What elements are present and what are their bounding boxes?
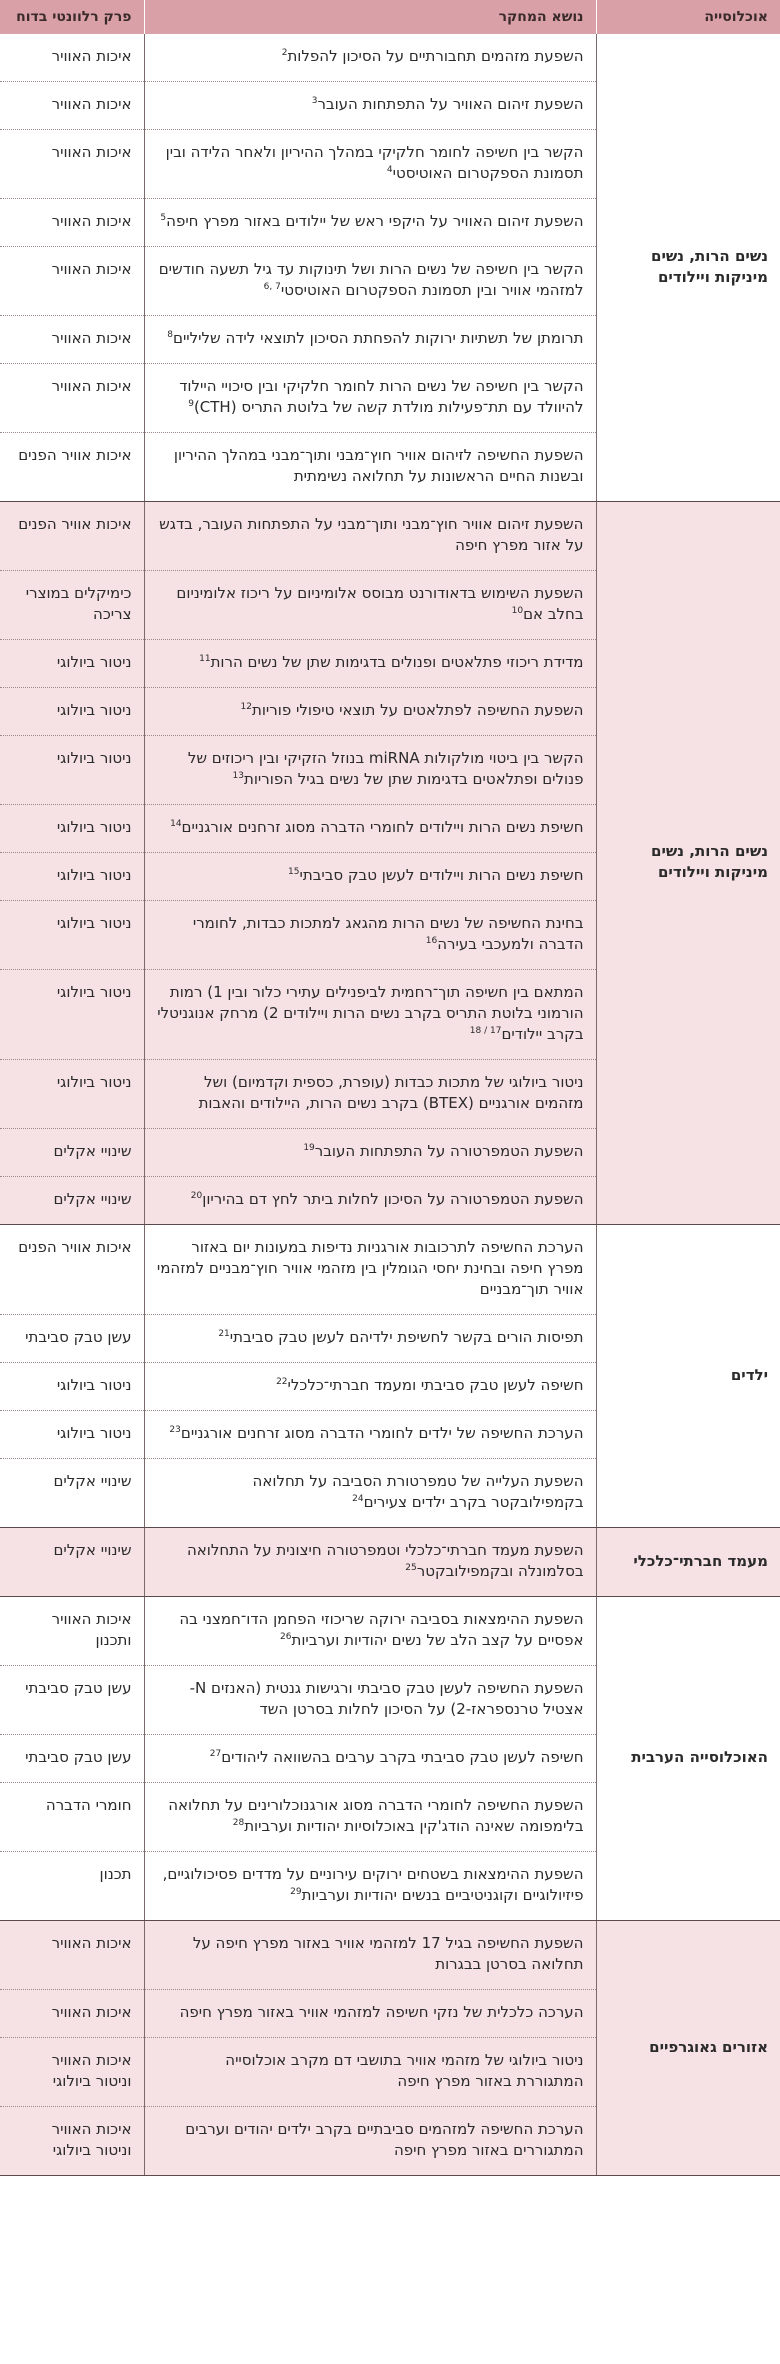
topic-text: השפעת מעמד חברתי־כלכלי וטמפרטורה חיצונית על התחלואה בסלמונלה ובקמפילובקטר xyxy=(186,1541,584,1580)
footnote-ref: 14 xyxy=(170,819,182,829)
topic-text: בחינת החשיפה של נשים הרות מהגאג למתכות כבדות, לחומרי הדברה ולמעכבי בעירה xyxy=(192,914,584,953)
chapter-cell: עשן טבק סביבתי xyxy=(0,1666,144,1735)
footnote-ref: 2 xyxy=(281,48,288,58)
topic-text: חשיפת נשים הרות ויילודים לחומרי הדברה מסוג זרחנים אורגניים xyxy=(181,818,584,836)
population-cell: האוכלוסייה הערבית xyxy=(596,1597,780,1921)
table-row xyxy=(0,1225,780,1315)
topic-text: חשיפה לעשן טבק סביבתי בקרב ערבים בהשוואה ליהודים xyxy=(221,1748,584,1766)
chapter-cell: תכנון xyxy=(0,1852,144,1921)
footnote-ref: 3 xyxy=(311,96,318,106)
population-cell: נשים הרות, נשים מיניקות ויילודים xyxy=(596,502,780,1225)
topic-cell xyxy=(144,199,596,247)
footnote-ref: 24 xyxy=(352,1494,364,1504)
topic-text: השפעת מזהמים תחבורתיים על הסיכון להפלות xyxy=(287,47,584,65)
chapter-cell: ניטור ביולוגי xyxy=(0,970,144,1060)
topic-text: הערכה כלכלית של נזקי חשיפה למזהמי אוויר באזור מפרץ חיפה xyxy=(179,2003,584,2021)
footnote-ref: 17 / 18 xyxy=(469,1026,502,1036)
population-cell: ילדים xyxy=(596,1225,780,1528)
topic-text: השפעת החשיפה לחומרי הדברה מסוג אורגנוכלורינים על תחלואה בלימפומה שאינה הודג'קין באוכלוסיות יהודיות וערביות xyxy=(168,1796,584,1835)
chapter-cell: שינויי אקלים xyxy=(0,1177,144,1225)
topic-text: השפעת החשיפה בגיל 17 למזהמי אוויר באזור מפרץ חיפה על תחלואה בסרטן בבגרות xyxy=(192,1934,584,1973)
topic-cell xyxy=(144,970,596,1060)
topic-text: תפיסות הורים בקשר לחשיפת ילדיהם לעשן טבק סביבתי xyxy=(229,1328,584,1346)
chapter-cell: ניטור ביולוגי xyxy=(0,736,144,805)
topic-text: הקשר בין חשיפה של נשים הרות ושל תינוקות עד גיל תשעה חודשים למזהמי אוויר ובין תסמונת הספקטרום האוטיסטי xyxy=(158,260,584,299)
footnote-ref: 21 xyxy=(218,1329,230,1339)
topic-cell xyxy=(144,1225,596,1315)
chapter-cell: איכות האוויר xyxy=(0,247,144,316)
header-population: אוכלוסייה xyxy=(596,0,780,34)
chapter-cell: איכות האוויר xyxy=(0,1990,144,2038)
chapter-cell: איכות האוויר xyxy=(0,364,144,433)
footnote-ref: 19 xyxy=(303,1143,315,1153)
footnote-ref: 26 xyxy=(280,1632,292,1642)
header-topic: נושא המחקר xyxy=(144,0,596,34)
chapter-cell: איכות האוויר וניטור ביולוגי xyxy=(0,2107,144,2176)
population-group xyxy=(0,1921,780,2176)
topic-cell xyxy=(144,2107,596,2176)
footnote-ref: 7 ,6 xyxy=(263,282,281,292)
topic-cell xyxy=(144,1783,596,1852)
chapter-cell: ניטור ביולוגי xyxy=(0,805,144,853)
footnote-ref: 11 xyxy=(199,654,211,664)
chapter-cell: איכות האוויר וניטור ביולוגי xyxy=(0,2038,144,2107)
topic-text: השפעת החשיפה לעשן טבק סביבתי ורגישות גנטית (האנזים N-אצטיל טרנספראז-2) על הסיכון לחלות בסרטן השד xyxy=(189,1679,584,1718)
topic-cell xyxy=(144,1060,596,1129)
population-group xyxy=(0,34,780,502)
topic-cell xyxy=(144,502,596,571)
topic-text: השפעת החשיפה לזיהום אוויר חוץ־מבני ותוך־מבני במהלך ההיריון ובשנות החיים הראשונות על תחלואה נשימתית xyxy=(173,446,584,485)
header-row xyxy=(0,0,780,34)
population-cell: מעמד חברתי־כלכלי xyxy=(596,1528,780,1597)
chapter-cell: איכות האוויר xyxy=(0,130,144,199)
footnote-ref: 22 xyxy=(276,1377,288,1387)
topic-cell xyxy=(144,364,596,433)
topic-text: ניטור ביולוגי של מזהמי אוויר בתושבי דם מקרב אוכלוסייה המתגוררת באזור מפרץ חיפה xyxy=(225,2051,584,2090)
topic-cell xyxy=(144,1459,596,1528)
topic-text: תרומתן של תשתיות ירוקות להפחתת הסיכון לתוצאי לידה שליליים xyxy=(172,329,584,347)
chapter-cell: שינויי אקלים xyxy=(0,1459,144,1528)
chapter-cell: עשן טבק סביבתי xyxy=(0,1315,144,1363)
chapter-cell: כימיקלים במוצרי צריכה xyxy=(0,571,144,640)
chapter-cell: ניטור ביולוגי xyxy=(0,1411,144,1459)
topic-text: השפעת העלייה של טמפרטורת הסביבה על תחלואה בקמפילובקטר בקרב ילדים צעירים xyxy=(252,1472,584,1511)
topic-cell xyxy=(144,1528,596,1597)
population-group xyxy=(0,1597,780,1921)
topic-text: השפעת ההימצאות בסביבה ירוקה שריכוזי הפחמן הדו־חמצני בה אפסיים על קצב הלב של נשים יהודיות וערביות xyxy=(179,1610,584,1649)
topic-cell xyxy=(144,130,596,199)
footnote-ref: 8 xyxy=(167,330,173,340)
topic-text: הערכת החשיפה למזהמים סביבתיים בקרב ילדים יהודים וערבים המתגוררים באזור מפרץ חיפה xyxy=(185,2120,584,2159)
topic-text: המתאם בין חשיפה תוך־רחמית לביפנילים עתירי כלור ובין 1) רמות הורמוני בלוטת התריס בקרב נשים הרות ויילודים 2) מרחק אנוגניטלי בקרב יילודים xyxy=(157,983,584,1043)
chapter-cell: שינויי אקלים xyxy=(0,1129,144,1177)
topic-cell xyxy=(144,571,596,640)
topic-text: מדידת ריכוזי פתלאטים ופנולים בדגימות שתן של נשים הרות xyxy=(210,653,584,671)
chapter-cell: איכות האוויר xyxy=(0,199,144,247)
topic-cell xyxy=(144,1411,596,1459)
population-cell: אזורים גאוגרפיים xyxy=(596,1921,780,2176)
topic-cell xyxy=(144,1852,596,1921)
topic-text: הקשר בין חשיפה של נשים הרות לחומר חלקיקי ובין סיכויי היילוד להיוולד עם תת־פעילות מולדת קשה של בלוטת התריס (CTH) xyxy=(179,377,584,416)
chapter-cell: איכות אוויר הפנים xyxy=(0,1225,144,1315)
topic-text: השפעת הטמפרטורה על הסיכון לחלות ביתר לחץ דם בהיריון xyxy=(202,1190,584,1208)
topic-cell xyxy=(144,1597,596,1666)
topic-cell xyxy=(144,736,596,805)
footnote-ref: 23 xyxy=(169,1425,181,1435)
chapter-cell: שינויי אקלים xyxy=(0,1528,144,1597)
topic-cell xyxy=(144,640,596,688)
footnote-ref: 9 xyxy=(188,399,194,409)
table-row xyxy=(0,1597,780,1666)
topic-text: הקשר בין ביטוי מולקולות miRNA בנוזל הזקיקי ובין ריכוזים של פנולים ופתלאטים בדגימות שתן של נשים בגיל הפוריות xyxy=(187,749,584,788)
footnote-ref: 25 xyxy=(405,1563,417,1573)
topic-cell xyxy=(144,1666,596,1735)
chapter-cell: ניטור ביולוגי xyxy=(0,853,144,901)
chapter-cell: ניטור ביולוגי xyxy=(0,901,144,970)
chapter-cell: איכות האוויר ותכנון xyxy=(0,1597,144,1666)
chapter-cell: חומרי הדברה xyxy=(0,1783,144,1852)
footnote-ref: 13 xyxy=(232,771,244,781)
topic-cell xyxy=(144,433,596,502)
population-group xyxy=(0,1225,780,1528)
chapter-cell: איכות האוויר xyxy=(0,82,144,130)
topic-cell xyxy=(144,2038,596,2107)
population-cell: נשים הרות, נשים מיניקות ויילודים xyxy=(596,34,780,502)
topic-cell xyxy=(144,688,596,736)
topic-text: השפעת הטמפרטורה על התפתחות העובר xyxy=(314,1142,584,1160)
footnote-ref: 20 xyxy=(190,1191,203,1201)
chapter-cell: ניטור ביולוגי xyxy=(0,1060,144,1129)
topic-text: ניטור ביולוגי של מתכות כבדות (עופרת, כספית וקדמיום) ושל מזהמים אורגניים (BTEX) בקרב נשים הרות, היילודים והאבות xyxy=(198,1073,584,1112)
table-row xyxy=(0,1528,780,1597)
table-row xyxy=(0,34,780,82)
topic-text: הערכת החשיפה לתרכובות אורגניות נדיפות במעונות יום באזור מפרץ חיפה ובחינת יחסי הגומלין בין מזהמי אוויר חוץ־מבניים למזהמי אוויר תוך־מבניים xyxy=(156,1238,584,1298)
chapter-cell: איכות אוויר הפנים xyxy=(0,433,144,502)
population-group xyxy=(0,1528,780,1597)
footnote-ref: 27 xyxy=(209,1749,222,1759)
chapter-cell: ניטור ביולוגי xyxy=(0,640,144,688)
footnote-ref: 15 xyxy=(288,867,300,877)
chapter-cell: איכות האוויר xyxy=(0,34,144,82)
footnote-ref: 5 xyxy=(160,213,167,223)
topic-cell xyxy=(144,1735,596,1783)
footnote-ref: 29 xyxy=(290,1887,302,1897)
topic-cell xyxy=(144,1363,596,1411)
topic-cell xyxy=(144,1315,596,1363)
topic-cell xyxy=(144,247,596,316)
footnote-ref: 16 xyxy=(425,936,438,946)
topic-cell xyxy=(144,1990,596,2038)
topic-cell xyxy=(144,805,596,853)
topic-cell xyxy=(144,853,596,901)
topic-text: השפעת זיהום האוויר על היקפי ראש של יילודים באזור מפרץ חיפה xyxy=(166,212,584,230)
chapter-cell: איכות האוויר xyxy=(0,1921,144,1990)
chapter-cell: ניטור ביולוגי xyxy=(0,1363,144,1411)
topic-cell xyxy=(144,1177,596,1225)
chapter-cell: עשן טבק סביבתי xyxy=(0,1735,144,1783)
footnote-ref: 12 xyxy=(240,702,252,712)
topic-cell xyxy=(144,1921,596,1990)
table-row xyxy=(0,1921,780,1990)
topic-cell xyxy=(144,34,596,82)
population-group xyxy=(0,502,780,1225)
topic-cell xyxy=(144,901,596,970)
topic-cell xyxy=(144,316,596,364)
topic-cell xyxy=(144,1129,596,1177)
topic-cell xyxy=(144,82,596,130)
topic-text: השפעת זיהום האוויר על התפתחות העובר xyxy=(317,95,584,113)
topic-text: השפעת ההימצאות בשטחים ירוקים עירוניים על מדדים פסיכולוגיים, פיזיולוגיים וקוגניטיביים בנשים יהודיות וערביות xyxy=(162,1865,584,1904)
topic-text: חשיפת נשים הרות ויילודים לעשן טבק סביבתי xyxy=(299,866,584,884)
header-chapter: פרק רלוונטי בדוח xyxy=(0,0,144,34)
topic-text: השפעת זיהום אוויר חוץ־מבני ותוך־מבני על התפתחות העובר, בדגש על אזור מפרץ חיפה xyxy=(159,515,584,554)
topic-text: השפעת החשיפה לפתלאטים על תוצאי טיפולי פוריות xyxy=(251,701,584,719)
topic-text: הערכת החשיפה של ילדים לחומרי הדברה מסוג זרחנים אורגניים xyxy=(180,1424,584,1442)
topic-text: הקשר בין חשיפה לחומר חלקיקי במהלך ההיריון ולאחר הלידה ובין תסמונת הספקטרום האוטיסטי xyxy=(165,143,584,182)
footnote-ref: 4 xyxy=(386,165,393,175)
footnote-ref: 10 xyxy=(511,606,524,616)
table-row xyxy=(0,502,780,571)
chapter-cell: איכות האוויר xyxy=(0,316,144,364)
chapter-cell: ניטור ביולוגי xyxy=(0,688,144,736)
topic-text: השפעת השימוש בדאודורנט מבוסס אלומיניום על ריכוז אלומיניום בחלב אם xyxy=(176,584,584,623)
footnote-ref: 28 xyxy=(232,1818,245,1828)
topic-text: חשיפה לעשן טבק סביבתי ומעמד חברתי־כלכלי xyxy=(287,1376,584,1394)
chapter-cell: איכות אוויר הפנים xyxy=(0,502,144,571)
